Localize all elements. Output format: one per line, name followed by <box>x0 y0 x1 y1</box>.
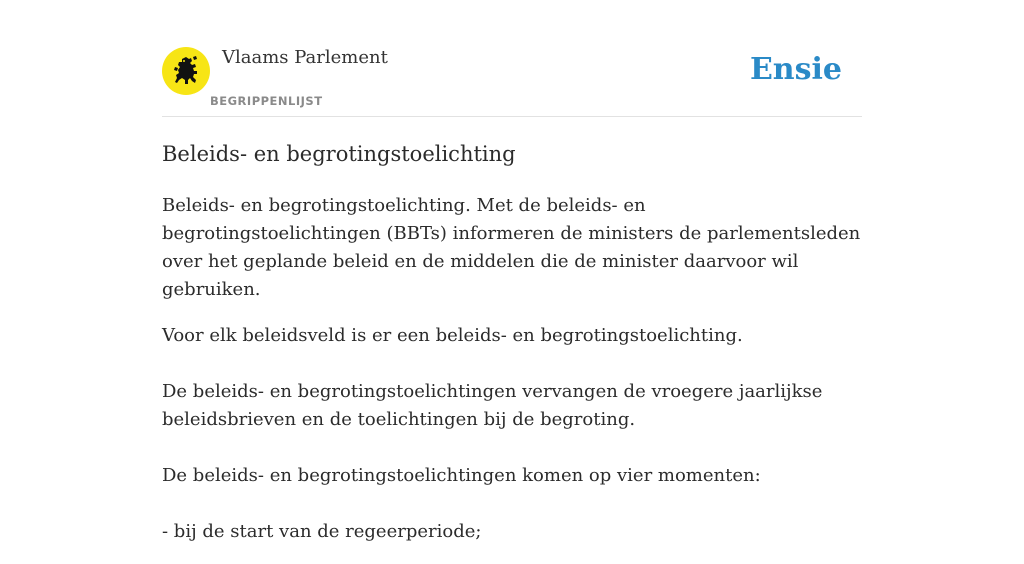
body-paragraph: Voor elk beleidsveld is er een beleids- en begrotingstoelichting. <box>162 325 743 346</box>
flemish-lion-icon[interactable] <box>162 47 210 95</box>
page-title: Beleids- en begrotingstoelichting <box>162 142 516 166</box>
body-paragraph: De beleids- en begrotingstoelichtingen vervangen de vroegere jaarlijkse beleidsbrieven en de toelichtingen bij de begroting. <box>162 381 823 430</box>
body-paragraph: De beleids- en begrotingstoelichtingen komen op vier momenten: <box>162 465 761 486</box>
definition-paragraph: Beleids- en begrotingstoelichting. Met de beleids- en begrotingstoelichtingen (BBTs) informeren de ministers de parlementsleden over het geplande beleid en de middelen die de minister daarvoor wil gebruiken. <box>162 195 861 300</box>
site-header <box>162 46 862 117</box>
article <box>162 138 862 564</box>
lion-emblem <box>162 47 210 95</box>
org-name: Vlaams Parlement <box>222 47 388 68</box>
brand-logo-link[interactable]: Ensie <box>749 52 842 87</box>
body-paragraph: - bij de start van de regeerperiode; <box>162 521 482 542</box>
section-subtitle[interactable]: BEGRIPPENLIJST <box>210 94 323 108</box>
